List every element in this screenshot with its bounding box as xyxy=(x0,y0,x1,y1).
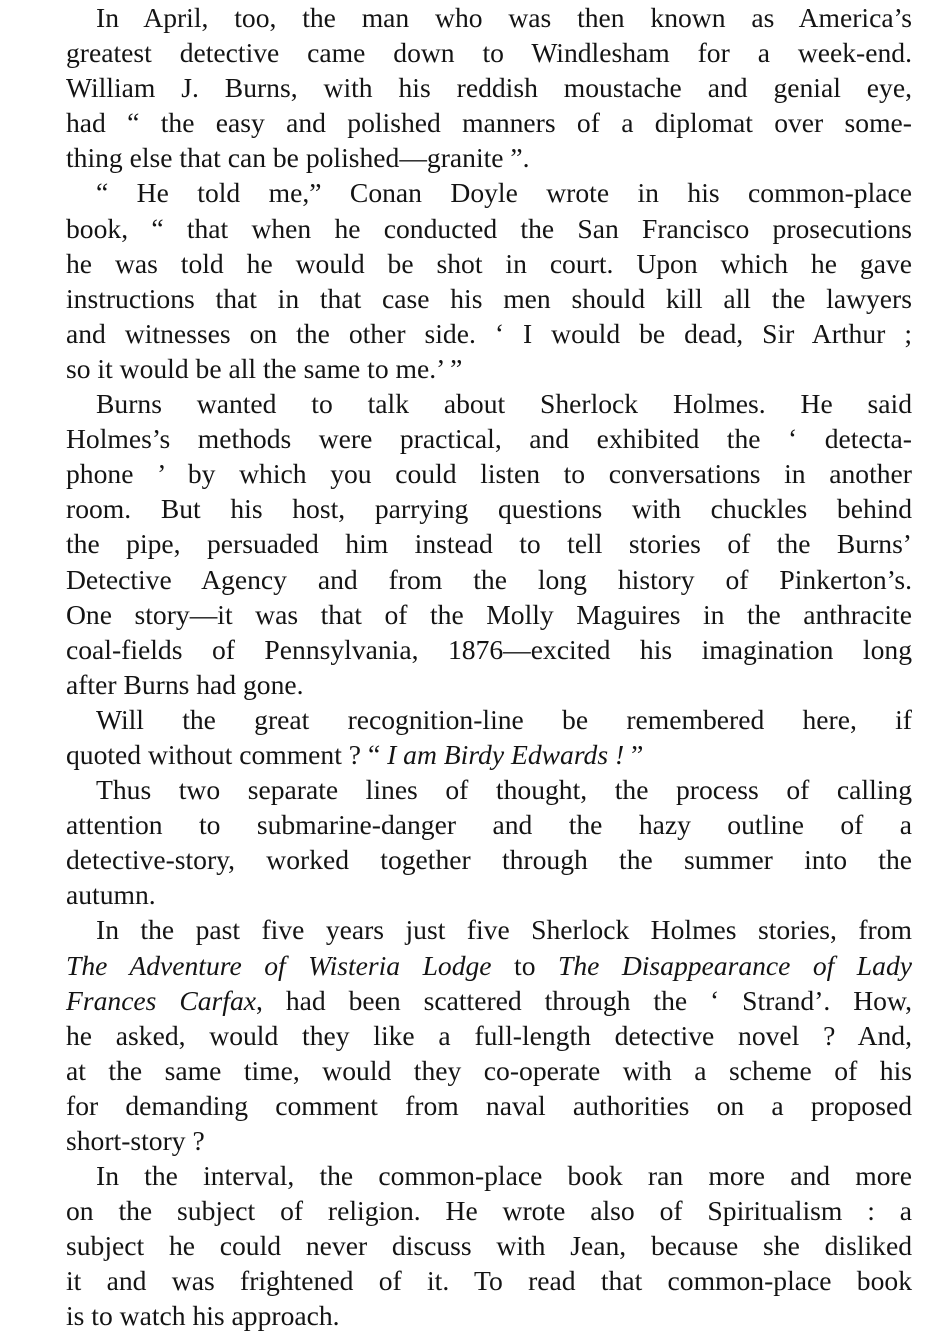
paragraph xyxy=(66,912,912,1158)
paragraph xyxy=(66,0,912,175)
text-segment: to xyxy=(491,949,558,981)
text-line xyxy=(66,211,912,246)
text-segment: after Burns had gone. xyxy=(66,668,304,700)
text-line xyxy=(66,948,912,983)
text-line xyxy=(66,1193,912,1228)
text-line xyxy=(66,1053,912,1088)
text-segment: thing else that can be polished—granite ”. xyxy=(66,142,530,174)
text-segment: In the interval, the common-place book ran more and more xyxy=(96,1160,912,1192)
text-segment: on the subject of religion. He wrote also of Spiritualism : a xyxy=(66,1195,912,1227)
text-line xyxy=(66,316,912,351)
text-line xyxy=(66,70,912,105)
text-segment: room. But his host, parrying questions with chuckles behind xyxy=(66,493,912,525)
text-line xyxy=(66,281,912,316)
text-line xyxy=(66,140,912,175)
text-line xyxy=(66,1228,912,1263)
text-segment: Detective Agency and from the long history of Pinkerton’s. xyxy=(66,563,912,595)
text-line xyxy=(66,912,912,947)
italic-title-text: Frances Carfax xyxy=(66,984,257,1016)
text-line xyxy=(66,456,912,491)
text-segment: had “ the easy and polished manners of a diplomat over some- xyxy=(66,107,912,139)
text-line xyxy=(66,35,912,70)
text-segment: at the same time, would they co-operate with a scheme of his xyxy=(66,1054,912,1086)
text-line xyxy=(66,1123,912,1158)
text-segment: , had been scattered through the ‘ Strand’. How, xyxy=(256,984,912,1016)
text-segment: he asked, would they like a full-length detective novel ? And, xyxy=(66,1019,912,1051)
text-segment: he was told he would be shot in court. Upon which he gave xyxy=(66,247,912,279)
paragraph xyxy=(66,175,912,386)
text-segment: detective-story, worked together through the summer into the xyxy=(66,844,912,876)
text-line xyxy=(66,175,912,210)
text-line xyxy=(66,632,912,667)
text-segment: “ He told me,” Conan Doyle wrote in his common-place xyxy=(96,177,912,209)
text-segment: the pipe, persuaded him instead to tell stories of the Burns’ xyxy=(66,528,912,560)
text-line xyxy=(66,105,912,140)
text-segment: attention to submarine-danger and the hazy outline of a xyxy=(66,809,912,841)
text-segment: William J. Burns, with his reddish moustache and genial eye, xyxy=(66,72,912,104)
text-segment: ” xyxy=(624,738,644,770)
text-segment: is to watch his approach. xyxy=(66,1300,340,1332)
text-line xyxy=(66,1298,912,1333)
text-line xyxy=(66,1263,912,1298)
text-line xyxy=(66,737,912,772)
text-line xyxy=(66,983,912,1018)
text-segment: so it would be all the same to me.’ ” xyxy=(66,352,463,384)
text-segment: it and was frightened of it. To read that common-place book xyxy=(66,1265,912,1297)
text-line xyxy=(66,772,912,807)
text-segment: for demanding comment from naval authorities on a proposed xyxy=(66,1089,912,1121)
text-line xyxy=(66,702,912,737)
text-line xyxy=(66,1088,912,1123)
text-line xyxy=(66,807,912,842)
text-line xyxy=(66,526,912,561)
paragraph xyxy=(66,1158,912,1333)
text-line xyxy=(66,386,912,421)
text-line xyxy=(66,877,912,912)
paragraph xyxy=(66,772,912,912)
text-segment: In the past five years just five Sherlock Holmes stories, from xyxy=(96,914,912,946)
text-segment: greatest detective came down to Windlesham for a week-end. xyxy=(66,37,912,69)
text-line xyxy=(66,562,912,597)
italic-title-text: The Disappearance of Lady xyxy=(557,949,912,981)
text-segment: and witnesses on the other side. ‘ I would be dead, Sir Arthur ; xyxy=(66,317,912,349)
text-line xyxy=(66,1018,912,1053)
italic-title-text: The Adventure of Wisteria Lodge xyxy=(66,949,492,981)
text-segment: quoted without comment ? “ xyxy=(66,738,388,770)
text-segment: In April, too, the man who was then known as America’s xyxy=(96,2,912,33)
text-segment: autumn. xyxy=(66,879,156,911)
text-segment: phone ’ by which you could listen to conversations in another xyxy=(66,458,912,490)
text-segment: subject he could never discuss with Jean, because she disliked xyxy=(66,1230,912,1262)
text-line xyxy=(66,1158,912,1193)
text-line xyxy=(66,842,912,877)
text-segment: coal-fields of Pennsylvania, 1876—excited his imagination long xyxy=(66,633,912,665)
paragraph xyxy=(66,702,912,772)
text-segment: instructions that in that case his men should kill all the lawyers xyxy=(66,282,912,314)
text-segment: Burns wanted to talk about Sherlock Holmes. He said xyxy=(96,388,912,420)
text-segment: Holmes’s methods were practical, and exhibited the ‘ detecta- xyxy=(66,423,912,455)
text-line xyxy=(66,246,912,281)
text-line xyxy=(66,351,912,386)
text-segment: Thus two separate lines of thought, the process of calling xyxy=(96,774,912,806)
text-segment: short-story ? xyxy=(66,1125,205,1156)
text-segment: Will the great recognition-line be remembered here, if xyxy=(96,703,912,735)
text-segment: One story—it was that of the Molly Maguires in the anthracite xyxy=(66,598,912,630)
italic-title-text: I am Birdy Edwards ! xyxy=(387,738,625,770)
book-page xyxy=(66,0,912,1334)
text-line xyxy=(66,491,912,526)
text-segment: book, “ that when he conducted the San Francisco prosecutions xyxy=(66,212,912,244)
paragraph xyxy=(66,386,912,702)
text-line xyxy=(66,597,912,632)
text-line xyxy=(66,421,912,456)
text-line xyxy=(66,0,912,35)
text-line xyxy=(66,667,912,702)
